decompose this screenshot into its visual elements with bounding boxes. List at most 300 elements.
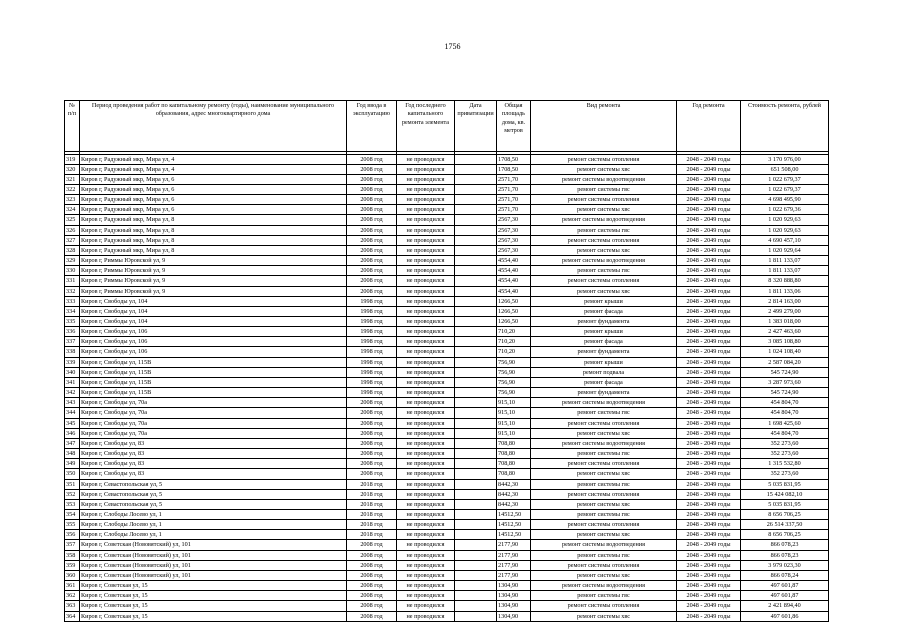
row-year-built: 1998 год [347,296,397,306]
row-cost: 1 315 532,80 [741,459,829,469]
row-year-built: 2008 год [347,276,397,286]
header-year-built: Год ввода в эксплуатацию [347,101,397,152]
row-cost: 3 170 976,00 [741,154,829,164]
row-repair-year: 2048 - 2049 годы [677,357,741,367]
table-row [65,306,829,316]
row-last-repair: не проводился [397,296,455,306]
table-row [65,205,829,215]
row-repair-year: 2048 - 2049 годы [677,591,741,601]
row-address: Киров г, Радужный мкр, Мира ул, 6 [80,195,347,205]
table-row [65,276,829,286]
row-cost: 3 287 973,60 [741,377,829,387]
row-cost: 1 022 679,37 [741,184,829,194]
row-privatization-date [455,459,497,469]
row-privatization-date [455,225,497,235]
row-last-repair: не проводился [397,428,455,438]
row-repair-year: 2048 - 2049 годы [677,489,741,499]
row-privatization-date [455,560,497,570]
row-cost: 352 273,60 [741,438,829,448]
row-repair-type: ремонт системы отопления [531,195,677,205]
row-year-built: 2018 год [347,479,397,489]
row-repair-type: ремонт системы хвс [531,245,677,255]
row-repair-type: ремонт фасада [531,337,677,347]
row-cost: 545 724,90 [741,367,829,377]
row-number: 330 [65,266,80,276]
row-privatization-date [455,306,497,316]
row-year-built: 1998 год [347,347,397,357]
row-address: Киров г, Свободы ул, 115В [80,377,347,387]
row-address: Киров г, Свободы ул, 83 [80,449,347,459]
row-repair-type: ремонт крыши [531,357,677,367]
row-address: Киров г, Советская ул, 15 [80,611,347,621]
row-repair-type: ремонт системы отопления [531,418,677,428]
row-last-repair: не проводился [397,499,455,509]
row-number: 355 [65,520,80,530]
row-repair-year: 2048 - 2049 годы [677,276,741,286]
row-year-built: 2008 год [347,215,397,225]
row-area: 1708,50 [497,154,531,164]
table-row [65,154,829,164]
row-repair-year: 2048 - 2049 годы [677,581,741,591]
row-repair-type: ремонт системы отопления [531,601,677,611]
row-area: 14512,50 [497,530,531,540]
row-number: 337 [65,337,80,347]
row-year-built: 1998 год [347,337,397,347]
row-area: 2571,70 [497,174,531,184]
table-row [65,296,829,306]
row-last-repair: не проводился [397,418,455,428]
row-area: 14512,50 [497,509,531,519]
row-area: 1266,50 [497,296,531,306]
row-number: 325 [65,215,80,225]
row-area: 2571,70 [497,195,531,205]
row-repair-year: 2048 - 2049 годы [677,530,741,540]
row-privatization-date [455,570,497,580]
row-address: Киров г, Слободы Лосево ул, 1 [80,520,347,530]
row-area: 1266,50 [497,317,531,327]
row-address: Киров г, Советская ул, 15 [80,581,347,591]
row-last-repair: не проводился [397,489,455,499]
row-last-repair: не проводился [397,225,455,235]
row-area: 915,10 [497,428,531,438]
row-last-repair: не проводился [397,266,455,276]
row-repair-year: 2048 - 2049 годы [677,520,741,530]
row-year-built: 2008 год [347,591,397,601]
row-cost: 8 656 706,25 [741,530,829,540]
row-address: Киров г, Свободы ул, 115В [80,388,347,398]
row-area: 2571,70 [497,184,531,194]
row-address: Киров г, Слободы Лосево ул, 1 [80,530,347,540]
row-area: 710,20 [497,337,531,347]
header-privatization-date: Дата приватизации [455,101,497,152]
row-repair-year: 2048 - 2049 годы [677,560,741,570]
row-address: Киров г, Риммы Юровской ул, 9 [80,256,347,266]
row-number: 322 [65,184,80,194]
row-address: Киров г, Свободы ул, 83 [80,469,347,479]
row-area: 14512,50 [497,520,531,530]
row-cost: 497 601,86 [741,611,829,621]
row-repair-year: 2048 - 2049 годы [677,184,741,194]
table-row [65,235,829,245]
row-year-built: 2008 год [347,245,397,255]
table-row [65,438,829,448]
row-number: 332 [65,286,80,296]
row-number: 344 [65,408,80,418]
row-year-built: 2018 год [347,530,397,540]
row-cost: 2 499 279,00 [741,306,829,316]
row-cost: 3 979 023,30 [741,560,829,570]
row-repair-year: 2048 - 2049 годы [677,570,741,580]
row-repair-type: ремонт системы хвс [531,205,677,215]
row-privatization-date [455,509,497,519]
row-last-repair: не проводился [397,449,455,459]
row-area: 756,90 [497,367,531,377]
row-address: Киров г, Радужный мкр, Мира ул, 6 [80,174,347,184]
row-year-built: 2008 год [347,581,397,591]
row-last-repair: не проводился [397,611,455,621]
table-row [65,459,829,469]
row-privatization-date [455,601,497,611]
row-last-repair: не проводился [397,215,455,225]
row-last-repair: не проводился [397,408,455,418]
row-last-repair: не проводился [397,347,455,357]
row-repair-type: ремонт системы гвс [531,408,677,418]
row-number: 328 [65,245,80,255]
row-repair-type: ремонт фасада [531,377,677,387]
table-row [65,560,829,570]
row-year-built: 2008 год [347,418,397,428]
row-area: 710,20 [497,327,531,337]
table-row [65,317,829,327]
row-year-built: 2008 год [347,266,397,276]
row-cost: 1 020 929,63 [741,225,829,235]
row-area: 2567,30 [497,225,531,235]
row-year-built: 1998 год [347,377,397,387]
row-last-repair: не проводился [397,469,455,479]
row-privatization-date [455,276,497,286]
row-repair-type: ремонт системы гвс [531,266,677,276]
row-number: 321 [65,174,80,184]
row-last-repair: не проводился [397,509,455,519]
row-repair-year: 2048 - 2049 годы [677,438,741,448]
row-cost: 2 421 894,40 [741,601,829,611]
row-last-repair: не проводился [397,164,455,174]
row-privatization-date [455,449,497,459]
row-repair-type: ремонт системы хвс [531,570,677,580]
row-privatization-date [455,540,497,550]
row-area: 4554,40 [497,286,531,296]
table-row [65,520,829,530]
row-cost: 352 273,60 [741,469,829,479]
row-last-repair: не проводился [397,205,455,215]
table-row [65,225,829,235]
row-privatization-date [455,215,497,225]
row-address: Киров г, Риммы Юровской ул, 9 [80,276,347,286]
row-last-repair: не проводился [397,398,455,408]
row-repair-type: ремонт системы отопления [531,235,677,245]
row-privatization-date [455,164,497,174]
row-privatization-date [455,256,497,266]
row-year-built: 2008 год [347,225,397,235]
row-privatization-date [455,337,497,347]
table-row [65,357,829,367]
row-cost: 1 022 679,37 [741,174,829,184]
table-row [65,184,829,194]
row-privatization-date [455,377,497,387]
row-address: Киров г, Советская (Нововятский) ул, 101 [80,570,347,580]
row-number: 348 [65,449,80,459]
row-privatization-date [455,438,497,448]
table-row [65,327,829,337]
row-last-repair: не проводился [397,245,455,255]
table-row [65,266,829,276]
row-repair-year: 2048 - 2049 годы [677,256,741,266]
row-year-built: 2008 год [347,184,397,194]
row-area: 2177,90 [497,560,531,570]
row-repair-type: ремонт крыши [531,327,677,337]
row-year-built: 2008 год [347,408,397,418]
row-cost: 545 724,90 [741,388,829,398]
row-year-built: 2008 год [347,570,397,580]
row-number: 349 [65,459,80,469]
row-address: Киров г, Советская ул, 15 [80,601,347,611]
row-address: Киров г, Риммы Юровской ул, 9 [80,266,347,276]
row-repair-type: ремонт системы отопления [531,154,677,164]
row-cost: 1 024 108,40 [741,347,829,357]
row-privatization-date [455,591,497,601]
row-area: 4554,40 [497,266,531,276]
row-area: 756,90 [497,377,531,387]
row-area: 708,80 [497,438,531,448]
row-address: Киров г, Севастопольская ул, 5 [80,479,347,489]
row-address: Киров г, Свободы ул, 104 [80,306,347,316]
row-last-repair: не проводился [397,438,455,448]
row-number: 360 [65,570,80,580]
row-repair-year: 2048 - 2049 годы [677,601,741,611]
row-cost: 1 020 929,63 [741,215,829,225]
table-row [65,428,829,438]
row-number: 346 [65,428,80,438]
row-privatization-date [455,418,497,428]
header-cost: Стоимость ремонта, рублей [741,101,829,152]
row-last-repair: не проводился [397,530,455,540]
table-row [65,540,829,550]
row-last-repair: не проводился [397,388,455,398]
row-repair-year: 2048 - 2049 годы [677,347,741,357]
row-number: 353 [65,499,80,509]
row-repair-type: ремонт системы водоотведения [531,256,677,266]
row-number: 327 [65,235,80,245]
row-year-built: 2008 год [347,154,397,164]
table-row [65,195,829,205]
row-area: 915,10 [497,408,531,418]
table-row [65,591,829,601]
row-repair-year: 2048 - 2049 годы [677,550,741,560]
row-repair-type: ремонт системы водоотведения [531,581,677,591]
row-repair-type: ремонт фундамента [531,317,677,327]
row-address: Киров г, Радужный мкр, Мира ул, 8 [80,245,347,255]
row-repair-type: ремонт фасада [531,306,677,316]
row-year-built: 1998 год [347,388,397,398]
row-privatization-date [455,245,497,255]
row-repair-type: ремонт системы хвс [531,611,677,621]
row-repair-type: ремонт системы гвс [531,225,677,235]
row-repair-type: ремонт подвала [531,367,677,377]
row-area: 1304,90 [497,581,531,591]
row-repair-year: 2048 - 2049 годы [677,428,741,438]
row-area: 710,20 [497,347,531,357]
row-last-repair: не проводился [397,570,455,580]
row-number: 324 [65,205,80,215]
row-cost: 497 601,87 [741,591,829,601]
row-cost: 454 804,70 [741,428,829,438]
row-area: 708,80 [497,459,531,469]
row-cost: 4 690 457,10 [741,235,829,245]
row-privatization-date [455,479,497,489]
row-repair-type: ремонт системы гвс [531,591,677,601]
table-row [65,601,829,611]
row-last-repair: не проводился [397,276,455,286]
row-cost: 1 811 133,06 [741,286,829,296]
row-area: 708,80 [497,449,531,459]
row-privatization-date [455,327,497,337]
row-number: 319 [65,154,80,164]
row-privatization-date [455,489,497,499]
row-number: 356 [65,530,80,540]
repair-schedule-table [64,100,829,622]
row-number: 343 [65,398,80,408]
table-row [65,469,829,479]
row-number: 361 [65,581,80,591]
row-area: 2177,90 [497,570,531,580]
row-area: 915,10 [497,398,531,408]
row-repair-type: ремонт системы гвс [531,509,677,519]
row-last-repair: не проводился [397,327,455,337]
row-repair-year: 2048 - 2049 годы [677,449,741,459]
row-address: Киров г, Свободы ул, 83 [80,438,347,448]
row-cost: 8 656 706,25 [741,509,829,519]
row-last-repair: не проводился [397,459,455,469]
row-repair-type: ремонт системы отопления [531,560,677,570]
row-repair-year: 2048 - 2049 годы [677,408,741,418]
row-number: 341 [65,377,80,387]
row-number: 342 [65,388,80,398]
row-cost: 866 078,23 [741,540,829,550]
table-row [65,377,829,387]
row-year-built: 2008 год [347,164,397,174]
row-repair-type: ремонт системы водоотведения [531,398,677,408]
row-number: 347 [65,438,80,448]
row-repair-year: 2048 - 2049 годы [677,205,741,215]
row-address: Киров г, Севастопольская ул, 5 [80,489,347,499]
table-row [65,499,829,509]
row-number: 358 [65,550,80,560]
row-repair-year: 2048 - 2049 годы [677,154,741,164]
table-row [65,398,829,408]
row-repair-year: 2048 - 2049 годы [677,479,741,489]
row-privatization-date [455,266,497,276]
row-area: 4554,40 [497,276,531,286]
row-number: 340 [65,367,80,377]
row-number: 350 [65,469,80,479]
row-number: 331 [65,276,80,286]
table-row [65,245,829,255]
row-cost: 2 587 084,20 [741,357,829,367]
row-area: 8442,30 [497,479,531,489]
row-privatization-date [455,520,497,530]
row-privatization-date [455,499,497,509]
row-last-repair: не проводился [397,601,455,611]
row-last-repair: не проводился [397,154,455,164]
row-number: 345 [65,418,80,428]
row-year-built: 2008 год [347,438,397,448]
row-repair-year: 2048 - 2049 годы [677,215,741,225]
row-privatization-date [455,174,497,184]
row-repair-year: 2048 - 2049 годы [677,377,741,387]
row-cost: 497 601,87 [741,581,829,591]
row-number: 326 [65,225,80,235]
row-number: 323 [65,195,80,205]
row-repair-year: 2048 - 2049 годы [677,418,741,428]
row-repair-year: 2048 - 2049 годы [677,509,741,519]
row-repair-year: 2048 - 2049 годы [677,266,741,276]
row-year-built: 2008 год [347,174,397,184]
row-number: 362 [65,591,80,601]
row-cost: 5 035 831,95 [741,479,829,489]
row-address: Киров г, Радужный мкр, Мира ул, 8 [80,225,347,235]
row-year-built: 2018 год [347,499,397,509]
row-repair-type: ремонт системы водоотведения [531,540,677,550]
row-area: 1304,90 [497,611,531,621]
row-address: Киров г, Свободы ул, 115В [80,367,347,377]
header-num: № п/п [65,101,80,152]
row-address: Киров г, Радужный мкр, Мира ул, 6 [80,184,347,194]
row-address: Киров г, Радужный мкр, Мира ул, 4 [80,154,347,164]
row-last-repair: не проводился [397,581,455,591]
row-repair-type: ремонт системы водоотведения [531,174,677,184]
row-privatization-date [455,428,497,438]
row-last-repair: не проводился [397,479,455,489]
row-area: 2571,70 [497,205,531,215]
header-period: Период проведения работ по капитальному ремонту (годы), наименование муниципального образования, адрес многоквартирного дома [80,101,347,152]
row-address: Киров г, Слободы Лосево ул, 1 [80,509,347,519]
row-repair-type: ремонт системы отопления [531,489,677,499]
row-address: Киров г, Свободы ул, 106 [80,347,347,357]
row-last-repair: не проводился [397,184,455,194]
row-cost: 866 078,24 [741,570,829,580]
row-cost: 2 814 163,00 [741,296,829,306]
row-privatization-date [455,388,497,398]
row-address: Киров г, Советская (Нововятский) ул, 101 [80,560,347,570]
row-last-repair: не проводился [397,306,455,316]
row-year-built: 2008 год [347,550,397,560]
row-address: Киров г, Свободы ул, 106 [80,337,347,347]
row-cost: 5 035 831,95 [741,499,829,509]
row-repair-type: ремонт системы отопления [531,520,677,530]
row-repair-type: ремонт системы хвс [531,530,677,540]
row-area: 2567,30 [497,245,531,255]
row-number: 333 [65,296,80,306]
row-area: 756,90 [497,388,531,398]
row-year-built: 2018 год [347,509,397,519]
row-area: 2567,30 [497,215,531,225]
row-year-built: 2018 год [347,489,397,499]
row-year-built: 2008 год [347,459,397,469]
row-repair-type: ремонт системы хвс [531,286,677,296]
row-privatization-date [455,611,497,621]
row-privatization-date [455,317,497,327]
table-row [65,489,829,499]
